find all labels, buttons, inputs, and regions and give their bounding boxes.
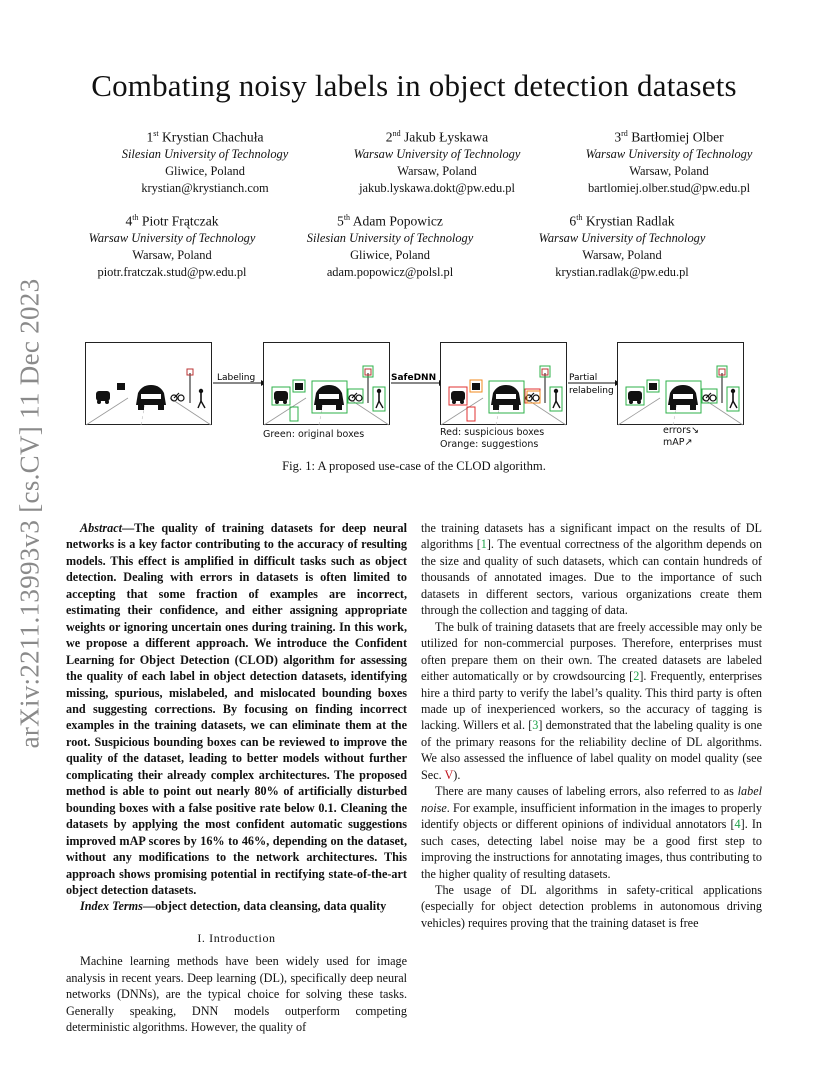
author-city: Warsaw, Poland	[132, 247, 212, 262]
author-email: piotr.fratczak.stud@pw.edu.pl	[97, 264, 247, 279]
author-city: Gliwice, Poland	[165, 163, 245, 178]
legend-orange: Orange: suggestions	[440, 439, 539, 450]
paragraph: There are many causes of labeling errors, also referred to as label noise. For example, insufficient information in the images to properly identify objects or different opinions of individual annotators [4]. In such cases, detecting label noise may be a good first step to improving the instructions for annotating images, thus contributing to the higher quality of resulting datasets.	[421, 784, 763, 881]
author-name: Jakub Łyskawa	[404, 129, 489, 145]
author-block: 2nd Jakub Łyskawa Warsaw University of Technology Warsaw, Poland jakub.lyskawa.dokt@pw.edu.pl	[317, 125, 557, 197]
author-city: Warsaw, Poland	[629, 163, 709, 178]
author-affiliation: Warsaw University of Technology	[585, 146, 753, 161]
left-column	[66, 520, 407, 1036]
author-city: Gliwice, Poland	[350, 247, 430, 262]
citation-link[interactable]: 4	[734, 817, 741, 832]
author-name: Adam Popowicz	[352, 213, 443, 229]
arrow-label-relabeling: relabeling	[569, 386, 614, 396]
figure-caption: Fig. 1: A proposed use-case of the CLOD algorithm.	[282, 459, 546, 473]
section-title: I. Introduction	[197, 930, 276, 945]
author-city: Warsaw, Poland	[582, 247, 662, 262]
author-name: Piotr Frątczak	[141, 213, 219, 229]
citation-link[interactable]: 2	[633, 669, 640, 684]
author-block: 1st Krystian Chachuła Silesian University of Technology Gliwice, Poland krystian@krystianch.com	[85, 125, 325, 197]
author-block: 6th Krystian Radlak Warsaw University of Technology Warsaw, Poland krystian.radlak@pw.edu.pl	[502, 209, 742, 281]
author-email: krystian.radlak@pw.edu.pl	[555, 264, 689, 279]
paragraph: The usage of DL algorithms in safety-critical applications (especially for object detection problems in autonomous driving vehicles) requires proving that the training dataset is free	[421, 882, 762, 930]
author-affiliation: Warsaw University of Technology	[538, 230, 706, 245]
author-name: Bartłomiej Olber	[631, 129, 724, 145]
author-block: 5th Adam Popowicz Silesian University of Technology Gliwice, Poland adam.popowicz@polsl.pl	[270, 209, 510, 281]
author-affiliation: Silesian University of Technology	[121, 146, 289, 161]
panel-relabeled	[618, 343, 744, 425]
pipeline-diagram	[85, 340, 745, 450]
legend-errors: errors↘	[663, 425, 699, 436]
legend-red: Red: suspicious boxes	[440, 427, 545, 438]
arrow-label-safednn: SafeDNN	[391, 373, 437, 383]
author-affiliation: Warsaw University of Technology	[353, 146, 521, 161]
panel-labeled	[264, 343, 390, 425]
author-email: jakub.lyskawa.dokt@pw.edu.pl	[359, 180, 515, 195]
author-block: 3rd Bartłomiej Olber Warsaw University of Technology Warsaw, Poland bartlomiej.olber.stud@pw.edu.pl	[549, 125, 789, 197]
author-email: bartlomiej.olber.stud@pw.edu.pl	[587, 180, 751, 195]
section-link[interactable]: V	[444, 767, 454, 782]
arrow-label-partial: Partial	[569, 373, 598, 383]
author-name: Krystian Chachuła	[161, 129, 264, 145]
abstract-text: —The quality of training datasets for deep neural networks is a key factor contributing to the accuracy of resulting models. This effect is amplified in difficult tasks such as object detection. Dealing with errors in datasets is often limited to accepting that some fraction of examples are incorrect, estimating their confidence, and either assigning appropriate weights or ignoring uncertain ones during training. In this work, we propose a different approach. We introduce the Confident Learning for Object Detection (CLOD) algorithm for assessing the quality of each label in object detection datasets, identifying missing, spurious, mislabeled, and mislocated bounding boxes and suggesting corrections. By focusing on finding incorrect examples in the training datasets, we can eliminate them at the root. Suspicious bounding boxes can be reviewed to improve the quality of the dataset, leading to better models without further complicating their already complex architectures. The proposed method is able to point out nearly 80% of artificially disturbed bounding boxes with a false positive rate below 0.1. Cleaning the datasets by applying the most confident automatic suggestions improved mAP scores by 16% to 46%, depending on the dataset, without any modifications to the network architectures. This approach shows promising potential in rectifying state-of-the-art object detection datasets.	[66, 521, 407, 897]
citation-link[interactable]: 1	[480, 537, 487, 552]
author-name: Krystian Radlak	[585, 213, 675, 229]
intro-paragraph: Machine learning methods have been widely used for image analysis in recent years. Deep learning (DL), specifically deep neural networks (DNNs), are the typical choice for solving these tasks. Generally speaking, DNN models outperform competing deterministic algorithms. However, the quality of	[66, 954, 407, 1035]
author-email: krystian@krystianch.com	[141, 180, 269, 195]
author-city: Warsaw, Poland	[397, 163, 477, 178]
abstract-label: Abstract	[80, 521, 122, 535]
author-block: 4th Piotr Frątczak Warsaw University of Technology Warsaw, Poland piotr.fratczak.stud@pw.edu.pl	[52, 209, 292, 281]
paper-title: Combating noisy labels in object detection datasets	[91, 68, 737, 103]
panel-input	[86, 343, 212, 425]
paragraph: the training datasets has a significant impact on the results of DL algorithms [1]. The eventual correctness of the algorithm depends on the size and quality of such datasets, which can contain hundreds of thousands of annotated images. Due to the importance of such datasets in different sectors, various organizations create them through the collection and tagging of data.	[421, 521, 762, 618]
abstract	[66, 520, 407, 898]
index-terms-label: Index Terms	[80, 899, 143, 914]
figure-1	[85, 340, 745, 450]
legend-green: Green: original boxes	[263, 429, 365, 440]
panel-suspicious	[441, 343, 567, 425]
legend-map: mAP↗	[663, 437, 693, 448]
paragraph: The bulk of training datasets that are freely accessible may only be utilized for non-commercial purposes. Therefore, enterprises must often prepare them on their own. The created datasets are labeled either automatically or by crowdsourcing [2]. Frequently, enterprises hire a third party to verify the label’s quality. This third party is often made up of inexperienced workers, so the accuracy of tagging is lacking. Willers et al. [3] demonstrated that the labeling quality is one of the primary reasons for the reliability decline of DL algorithms. We also assessed the influence of label quality on model quality (see Sec. V).	[421, 619, 762, 782]
arxiv-stamp: arXiv:2211.13993v3 [cs.CV] 11 Dec 2023	[14, 278, 45, 749]
right-column	[421, 520, 762, 931]
index-terms-text: —object detection, data cleansing, data quality	[142, 899, 387, 914]
arrow-label-labeling: Labeling	[217, 373, 256, 383]
author-affiliation: Silesian University of Technology	[306, 230, 474, 245]
citation-link[interactable]: 3	[532, 718, 539, 733]
author-affiliation: Warsaw University of Technology	[88, 230, 256, 245]
author-email: adam.popowicz@polsl.pl	[326, 264, 454, 279]
index-terms	[66, 898, 407, 914]
